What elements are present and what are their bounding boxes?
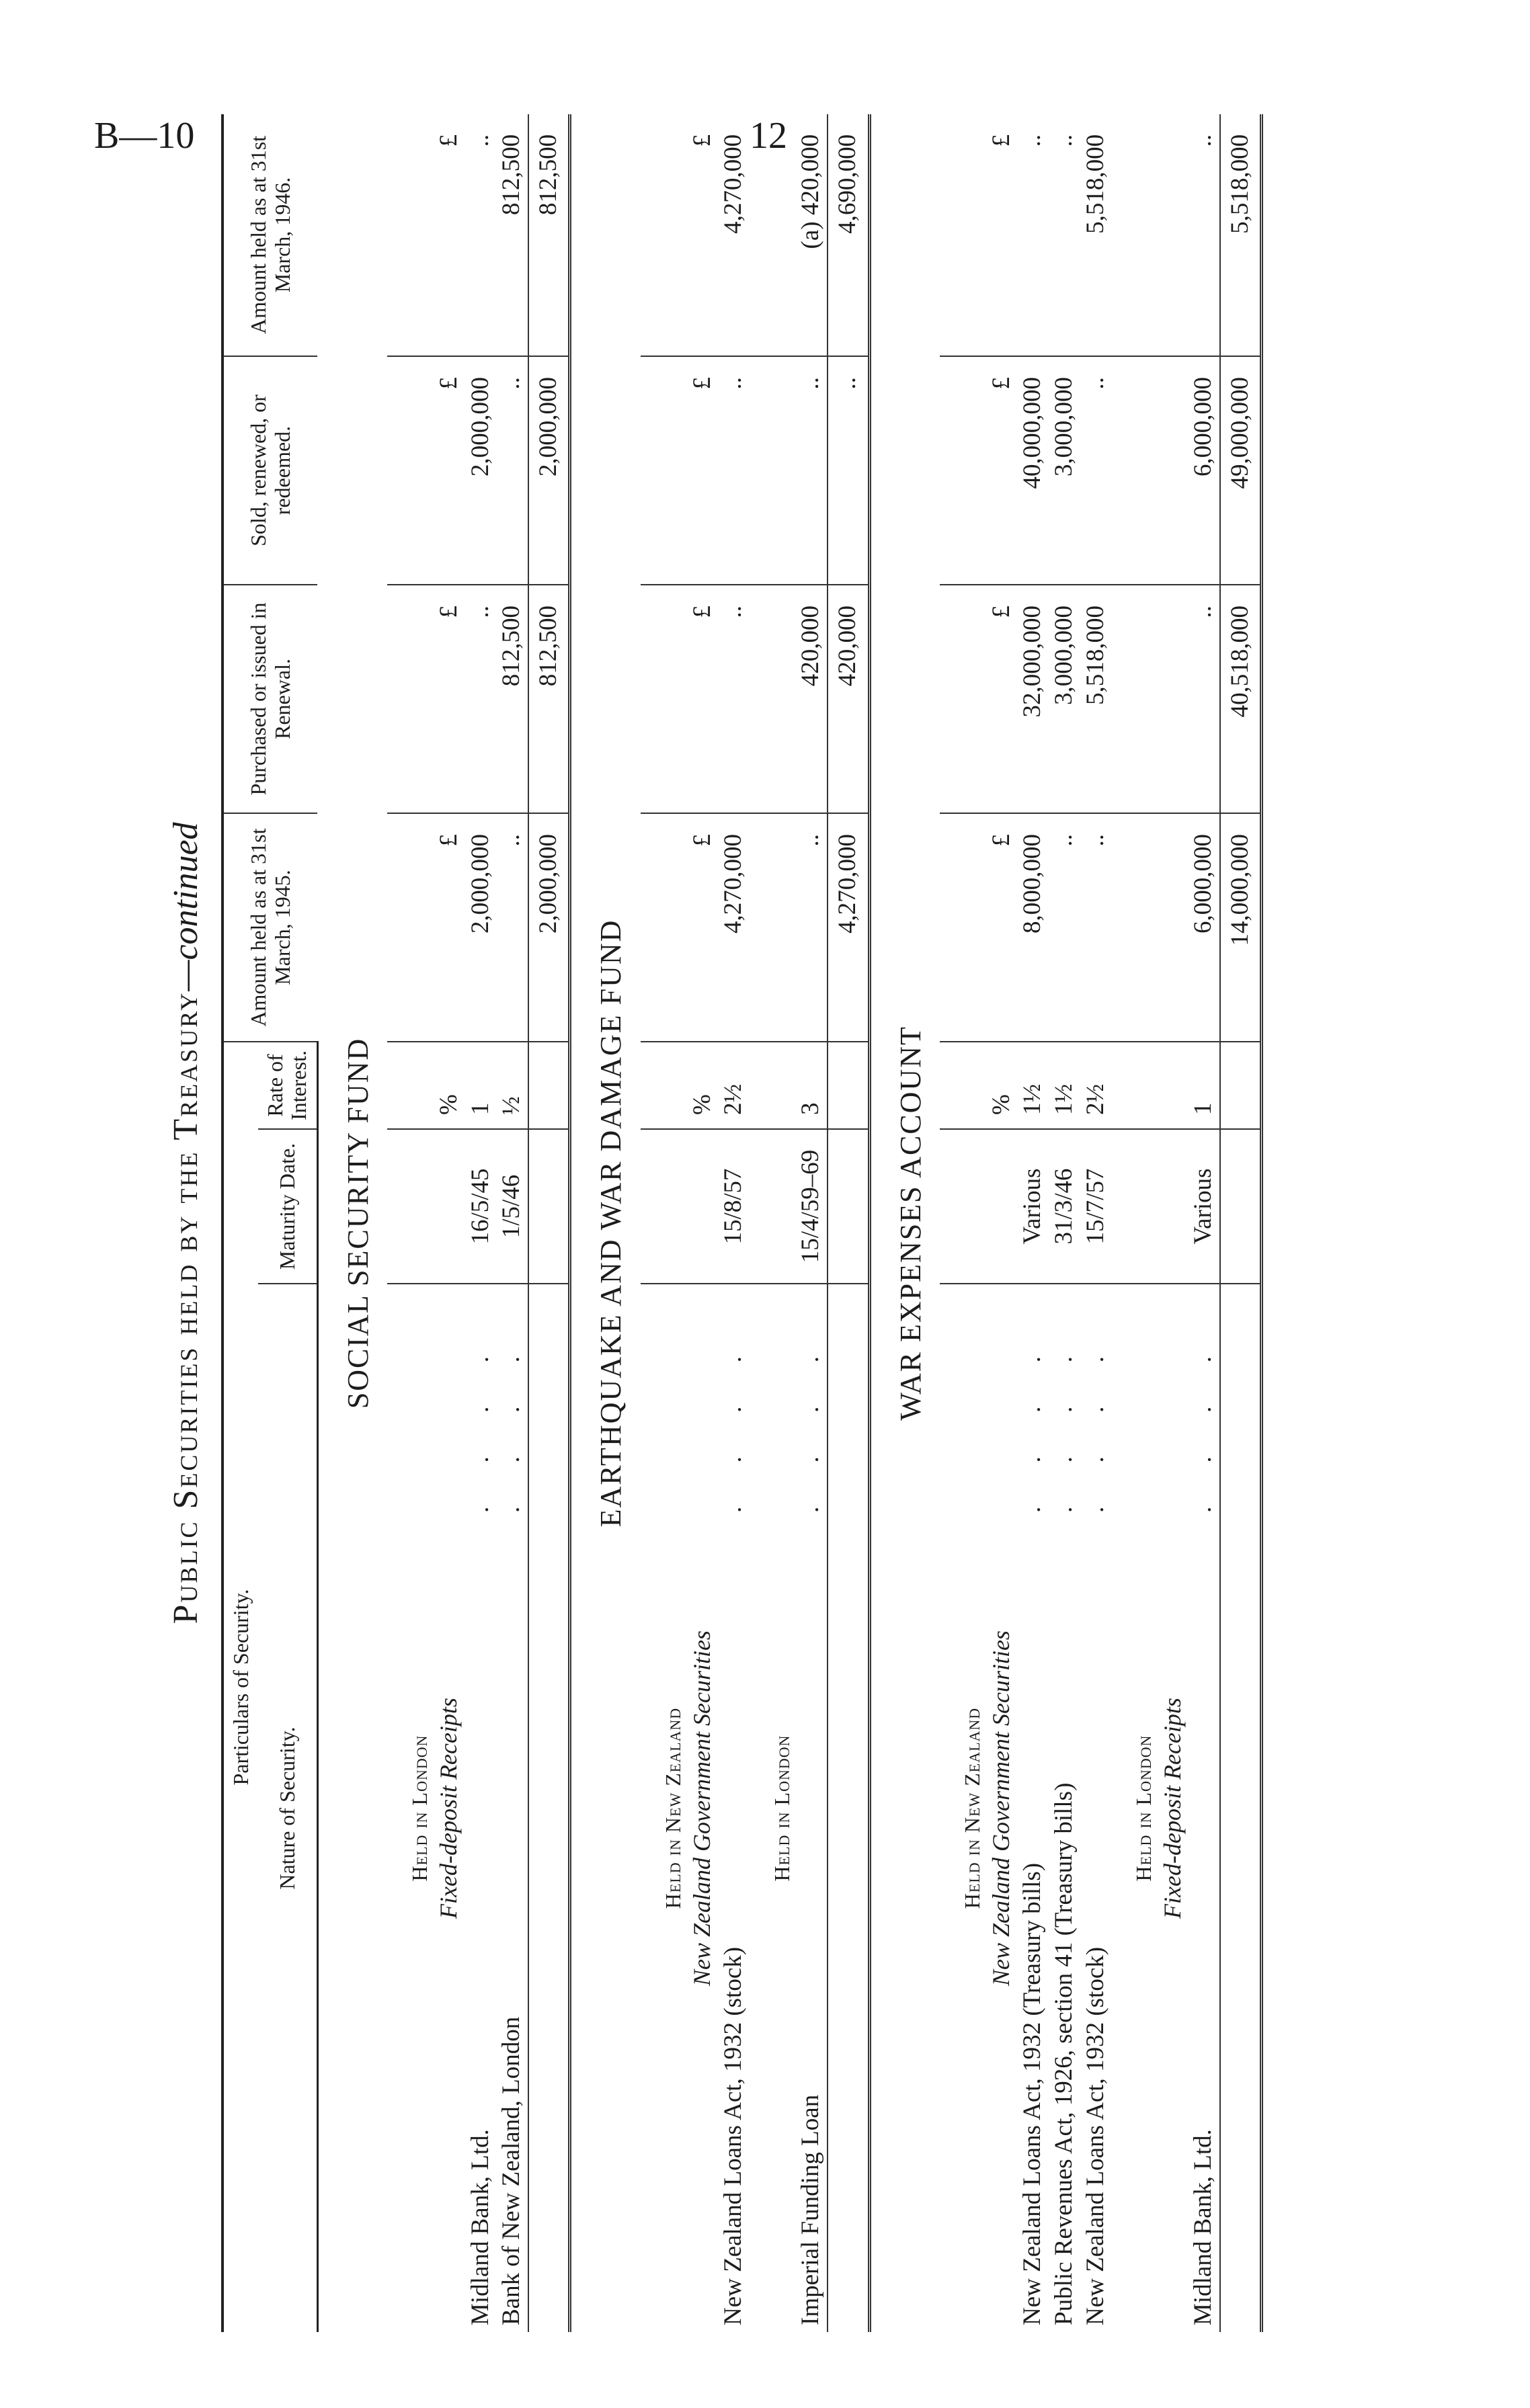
page-reference: B—10	[94, 115, 195, 157]
section-heading: WAR EXPENSES ACCOUNT	[893, 1026, 927, 1421]
unit-pound: £	[986, 813, 1018, 1042]
unit-pound: £	[434, 585, 465, 813]
unit-pound: £	[986, 585, 1018, 813]
subheading-italic: Fixed-deposit Receipts	[1158, 1698, 1186, 1919]
col-held-1946: Amount held as at 31st March, 1946.	[223, 114, 317, 356]
unit-percent: %	[687, 1042, 719, 1129]
securities-table	[151, 114, 1263, 2332]
col-held-1945: Amount held as at 31st March, 1945.	[223, 813, 317, 1042]
total-row: 2,000,000 812,500 2,000,000 812,500	[528, 114, 570, 2332]
unit-pound: £	[687, 356, 719, 585]
table-row: Bank of New Zealand, London . . . . 1/5/46 ½ .. 812,500 .. 812,500	[496, 114, 528, 2332]
unit-percent: %	[986, 1042, 1018, 1129]
unit-pound: £	[687, 585, 719, 813]
unit-pound: £	[687, 813, 719, 1042]
header-row-1	[223, 114, 258, 2332]
subheading: Held in London	[1131, 1735, 1156, 1882]
col-sold: Sold, renewed, or redeemed.	[223, 356, 317, 585]
unit-pound: £	[986, 356, 1018, 585]
subheading: Held in London	[407, 1735, 432, 1882]
section-heading: SOCIAL SECURITY FUND	[341, 1037, 374, 1409]
col-purchased: Purchased or issued in Renewal.	[223, 585, 317, 813]
col-nature: Nature of Security.	[258, 1284, 317, 2332]
subheading-italic: Fixed-deposit Receipts	[434, 1698, 462, 1919]
subheading-italic: New Zealand Government Securities	[987, 1630, 1014, 1986]
unit-pound: £	[434, 114, 465, 356]
total-row: 4,270,000 420,000 .. 4,690,000	[828, 114, 869, 2332]
page-number: 12	[750, 115, 787, 157]
col-rate: Rate of Interest.	[258, 1042, 317, 1129]
unit-pound: £	[434, 356, 465, 585]
table-row: New Zealand Loans Act, 1932 (stock) . . . . 15/8/57 2½ 4,270,000 .. .. 4,270,000	[718, 114, 750, 2332]
unit-pound: £	[687, 114, 719, 356]
subheading-italic: New Zealand Government Securities	[688, 1630, 715, 1986]
table-row: Imperial Funding Loan . . . . 15/4/59–69 3 .. 420,000 .. (a) 420,000	[795, 114, 828, 2332]
table-row: New Zealand Loans Act, 1932 (stock) . . . . 15/7/57 2½ .. 5,518,000 .. 5,518,000	[1080, 114, 1112, 2332]
total-row: 14,000,000 40,518,000 49,000,000 5,518,000	[1220, 114, 1262, 2332]
table-row: New Zealand Loans Act, 1932 (Treasury bills) . . . . Various 1½ 8,000,000 32,000,000 40,000,000 ..	[1017, 114, 1049, 2332]
rotated-table-page	[151, 114, 1408, 2332]
unit-pound: £	[434, 813, 465, 1042]
table-row: Public Revenues Act, 1926, section 41 (Treasury bills) . . . . 31/3/46 1½ .. 3,000,000 3,000,000 ..	[1049, 114, 1080, 2332]
col-maturity: Maturity Date.	[258, 1129, 317, 1284]
table-row: Midland Bank, Ltd. . . . . 16/5/45 1 2,000,000 .. 2,000,000 ..	[465, 114, 497, 2332]
unit-percent: %	[434, 1042, 465, 1129]
col-particulars: Particulars of Security.	[223, 1042, 258, 2332]
subheading: Held in New Zealand	[660, 1707, 685, 1909]
table-row: Midland Bank, Ltd. . . . . Various 1 6,000,000 .. 6,000,000 ..	[1188, 114, 1220, 2332]
subheading: Held in New Zealand	[960, 1707, 985, 1909]
section-heading: EARTHQUAKE AND WAR DAMAGE FUND	[594, 919, 628, 1528]
subheading: Held in London	[769, 1735, 794, 1882]
table-title: Public Securities held by the Treasury—continued	[167, 822, 206, 1624]
unit-pound: £	[986, 114, 1018, 356]
